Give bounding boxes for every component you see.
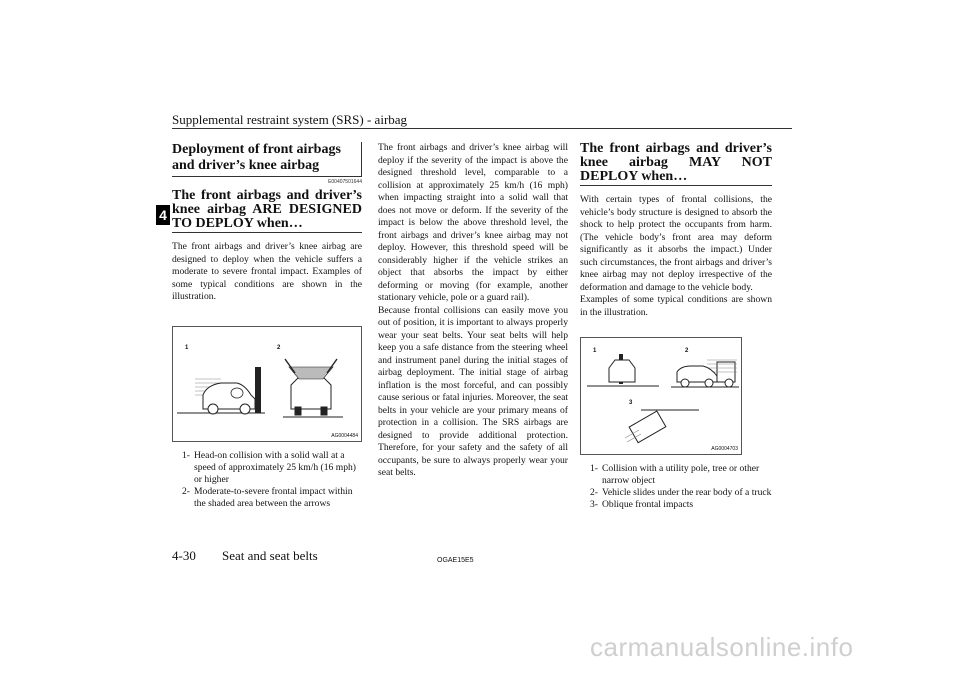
figure-label-1: 1 bbox=[185, 344, 189, 351]
figure-label-3: 3 bbox=[629, 400, 633, 406]
examples-paragraph: Examples of some typical conditions are shown in the illustration. bbox=[580, 294, 772, 318]
deploy-illustration bbox=[172, 326, 362, 442]
seatbelt-paragraph: Because frontal collisions can easily move you out of position, it is important to always properly wear your seat belts. Your seat belts will help keep you a safe distance from the steering wheel and instrument panel during the initial stages of airbag deployment. The initial stage of airbag inflation is the most forceful, and can possibly cause serious or fatal injuries. Moreover, the seat belts in your vehicle are your primary means of protection in a collision. The SRS airbags are designed to provide additional protection. Therefore, for your safety and the safety of all occupants, be sure to always properly wear your seat belts. bbox=[378, 304, 568, 478]
nodeploy-caption-list bbox=[580, 463, 772, 511]
deploy-body bbox=[172, 241, 362, 304]
caption-item-1: 1- Head-on collision with a solid wall at a speed of approximately 25 km/h (16 mph) or higher bbox=[182, 449, 356, 485]
section-title: Deployment of front airbags and driver’s knee airbag bbox=[172, 142, 362, 177]
caption-item-2: 2- Vehicle slides under the rear body of a truck bbox=[590, 487, 772, 498]
caption-item-1: 1- Collision with a utility pole, tree or other narrow object bbox=[590, 463, 760, 486]
nodeploy-paragraph: With certain types of frontal collisions, the vehicle’s body structure is designed to absorb the shock to help protect the occupants from harm. (The vehicle body’s front area may deform significantly as it absorbs the impact.) Under such circumstances, the front airbags and driver’s knee airbag may not deploy irrespective of the deformation and damage to the vehicle body. bbox=[580, 194, 772, 293]
figure-label-2: 2 bbox=[277, 344, 281, 351]
watermark: carmanualsonline.info bbox=[590, 632, 854, 662]
figure-code: AG0004703 bbox=[711, 446, 738, 452]
footer-code: OGAE15E5 bbox=[437, 557, 474, 564]
figure-label-1: 1 bbox=[593, 348, 597, 354]
chapter-tab: 4 bbox=[156, 205, 170, 225]
header-rule bbox=[172, 128, 792, 129]
footer-section: Seat and seat belts bbox=[222, 548, 318, 563]
deploy-caption-list bbox=[172, 450, 362, 510]
column-2 bbox=[378, 142, 568, 480]
figure-label-2: 2 bbox=[685, 348, 689, 354]
figure-code: AG0004484 bbox=[331, 432, 358, 439]
deploy-paragraph: The front airbags and driver’s knee airbag are designed to deploy when the vehicle suffers a moderate to severe frontal impact. Examples of some typical conditions are shown in the illustration. bbox=[172, 241, 362, 302]
column-3 bbox=[580, 142, 772, 511]
column-1 bbox=[172, 142, 362, 510]
nodeploy-drawing bbox=[581, 338, 741, 454]
nodeploy-illustration bbox=[580, 337, 742, 455]
threshold-paragraph: The front airbags and driver’s knee airbag will deploy if the severity of the impact is above the designed threshold level, comparable to a collision at approximately 25 km/h (16 mph) when impacting straight into a solid wall that does not move or deform. If the severity of the impact is below the above threshold level, the front airbags and driver’s knee airbag may not deploy. However, this threshold speed will be considerably higher if the vehicle strikes an object that absorbs the impact by either deforming or moving (for example, another stationary vehicle, pole or a guard rail). bbox=[378, 142, 568, 303]
nodeploy-body bbox=[580, 194, 772, 319]
nodeploy-heading: The front airbags and driver’s knee airbag MAY NOT DEPLOY when… bbox=[580, 141, 772, 184]
caption-item-3: 3- Oblique frontal impacts bbox=[590, 499, 694, 510]
caption-item-2: 2- Moderate-to-severe frontal impact within the shaded area between the arrows bbox=[182, 485, 353, 509]
deploy-heading: The front airbags and driver’s knee airbag ARE DESIGNED TO DEPLOY when… bbox=[172, 188, 362, 231]
running-header: Supplemental restraint system (SRS) - airbag bbox=[172, 112, 408, 127]
deploy-drawing bbox=[173, 327, 361, 441]
page-number: 4-30 bbox=[172, 548, 196, 563]
section-code: E00407501644 bbox=[328, 179, 362, 185]
